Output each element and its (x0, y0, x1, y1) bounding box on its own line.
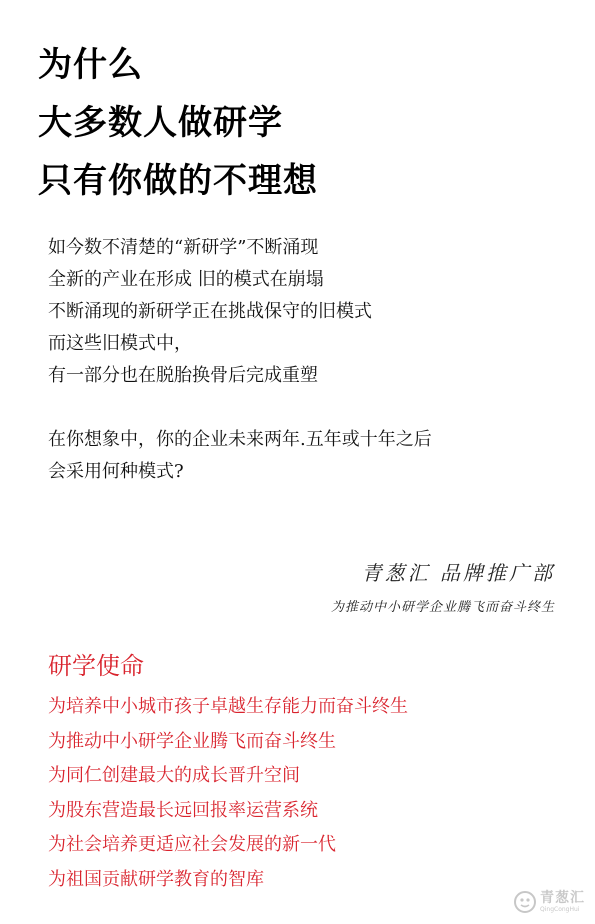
mission-item: 为同仁创建最大的成长晋升空间 (48, 765, 300, 786)
watermark (513, 890, 585, 914)
headline-line-3: 只有你做的不理想 (38, 161, 318, 201)
intro-line: 如今数不清楚的“新研学”不断涌现 (48, 237, 319, 258)
watermark-sub: QingCongHui (540, 906, 580, 913)
watermark-name: 青葱汇 (540, 890, 585, 906)
mission-list (48, 690, 408, 897)
intro-line: 而这些旧模式中， (48, 333, 192, 354)
mission-item: 为祖国贡献研学教育的智库 (48, 868, 264, 890)
signature-block (331, 556, 555, 615)
headline-line-1: 为什么 (38, 45, 143, 85)
intro-line: 会采用何种模式? (48, 461, 184, 482)
headline (38, 36, 318, 210)
signature-motto: 为推动中小研学企业腾飞而奋斗终生 (330, 600, 555, 615)
intro-paragraph-1 (48, 232, 548, 392)
headline-line-2: 大多数人做研学 (38, 103, 283, 143)
mission-item: 为培养中小城市孩子卓越生存能力而奋斗终生 (48, 696, 408, 717)
intro-line: 有一部分也在脱胎换骨后完成重塑 (48, 365, 318, 386)
mission-item: 为股东营造最长远回报率运营系统 (48, 799, 318, 821)
watermark-text (540, 891, 585, 913)
intro-line: 在你想象中，你的企业未来两年.五年或十年之后 (48, 429, 432, 450)
mission-title: 研学使命 (48, 652, 144, 680)
intro-section (48, 232, 548, 488)
intro-line: 不断涌现的新研学正在挑战保守的旧模式 (48, 301, 372, 322)
mission-item: 为社会培养更适应社会发展的新一代 (48, 834, 336, 855)
intro-paragraph-2 (48, 424, 548, 488)
mission-section (48, 648, 408, 897)
signature-name: 青葱汇 品牌推广部 (361, 561, 555, 585)
intro-line: 全新的产业在形成 旧的模式在崩塌 (48, 269, 324, 290)
qingconghui-logo-icon (513, 890, 537, 914)
mission-item: 为推动中小研学企业腾飞而奋斗终生 (48, 730, 336, 752)
